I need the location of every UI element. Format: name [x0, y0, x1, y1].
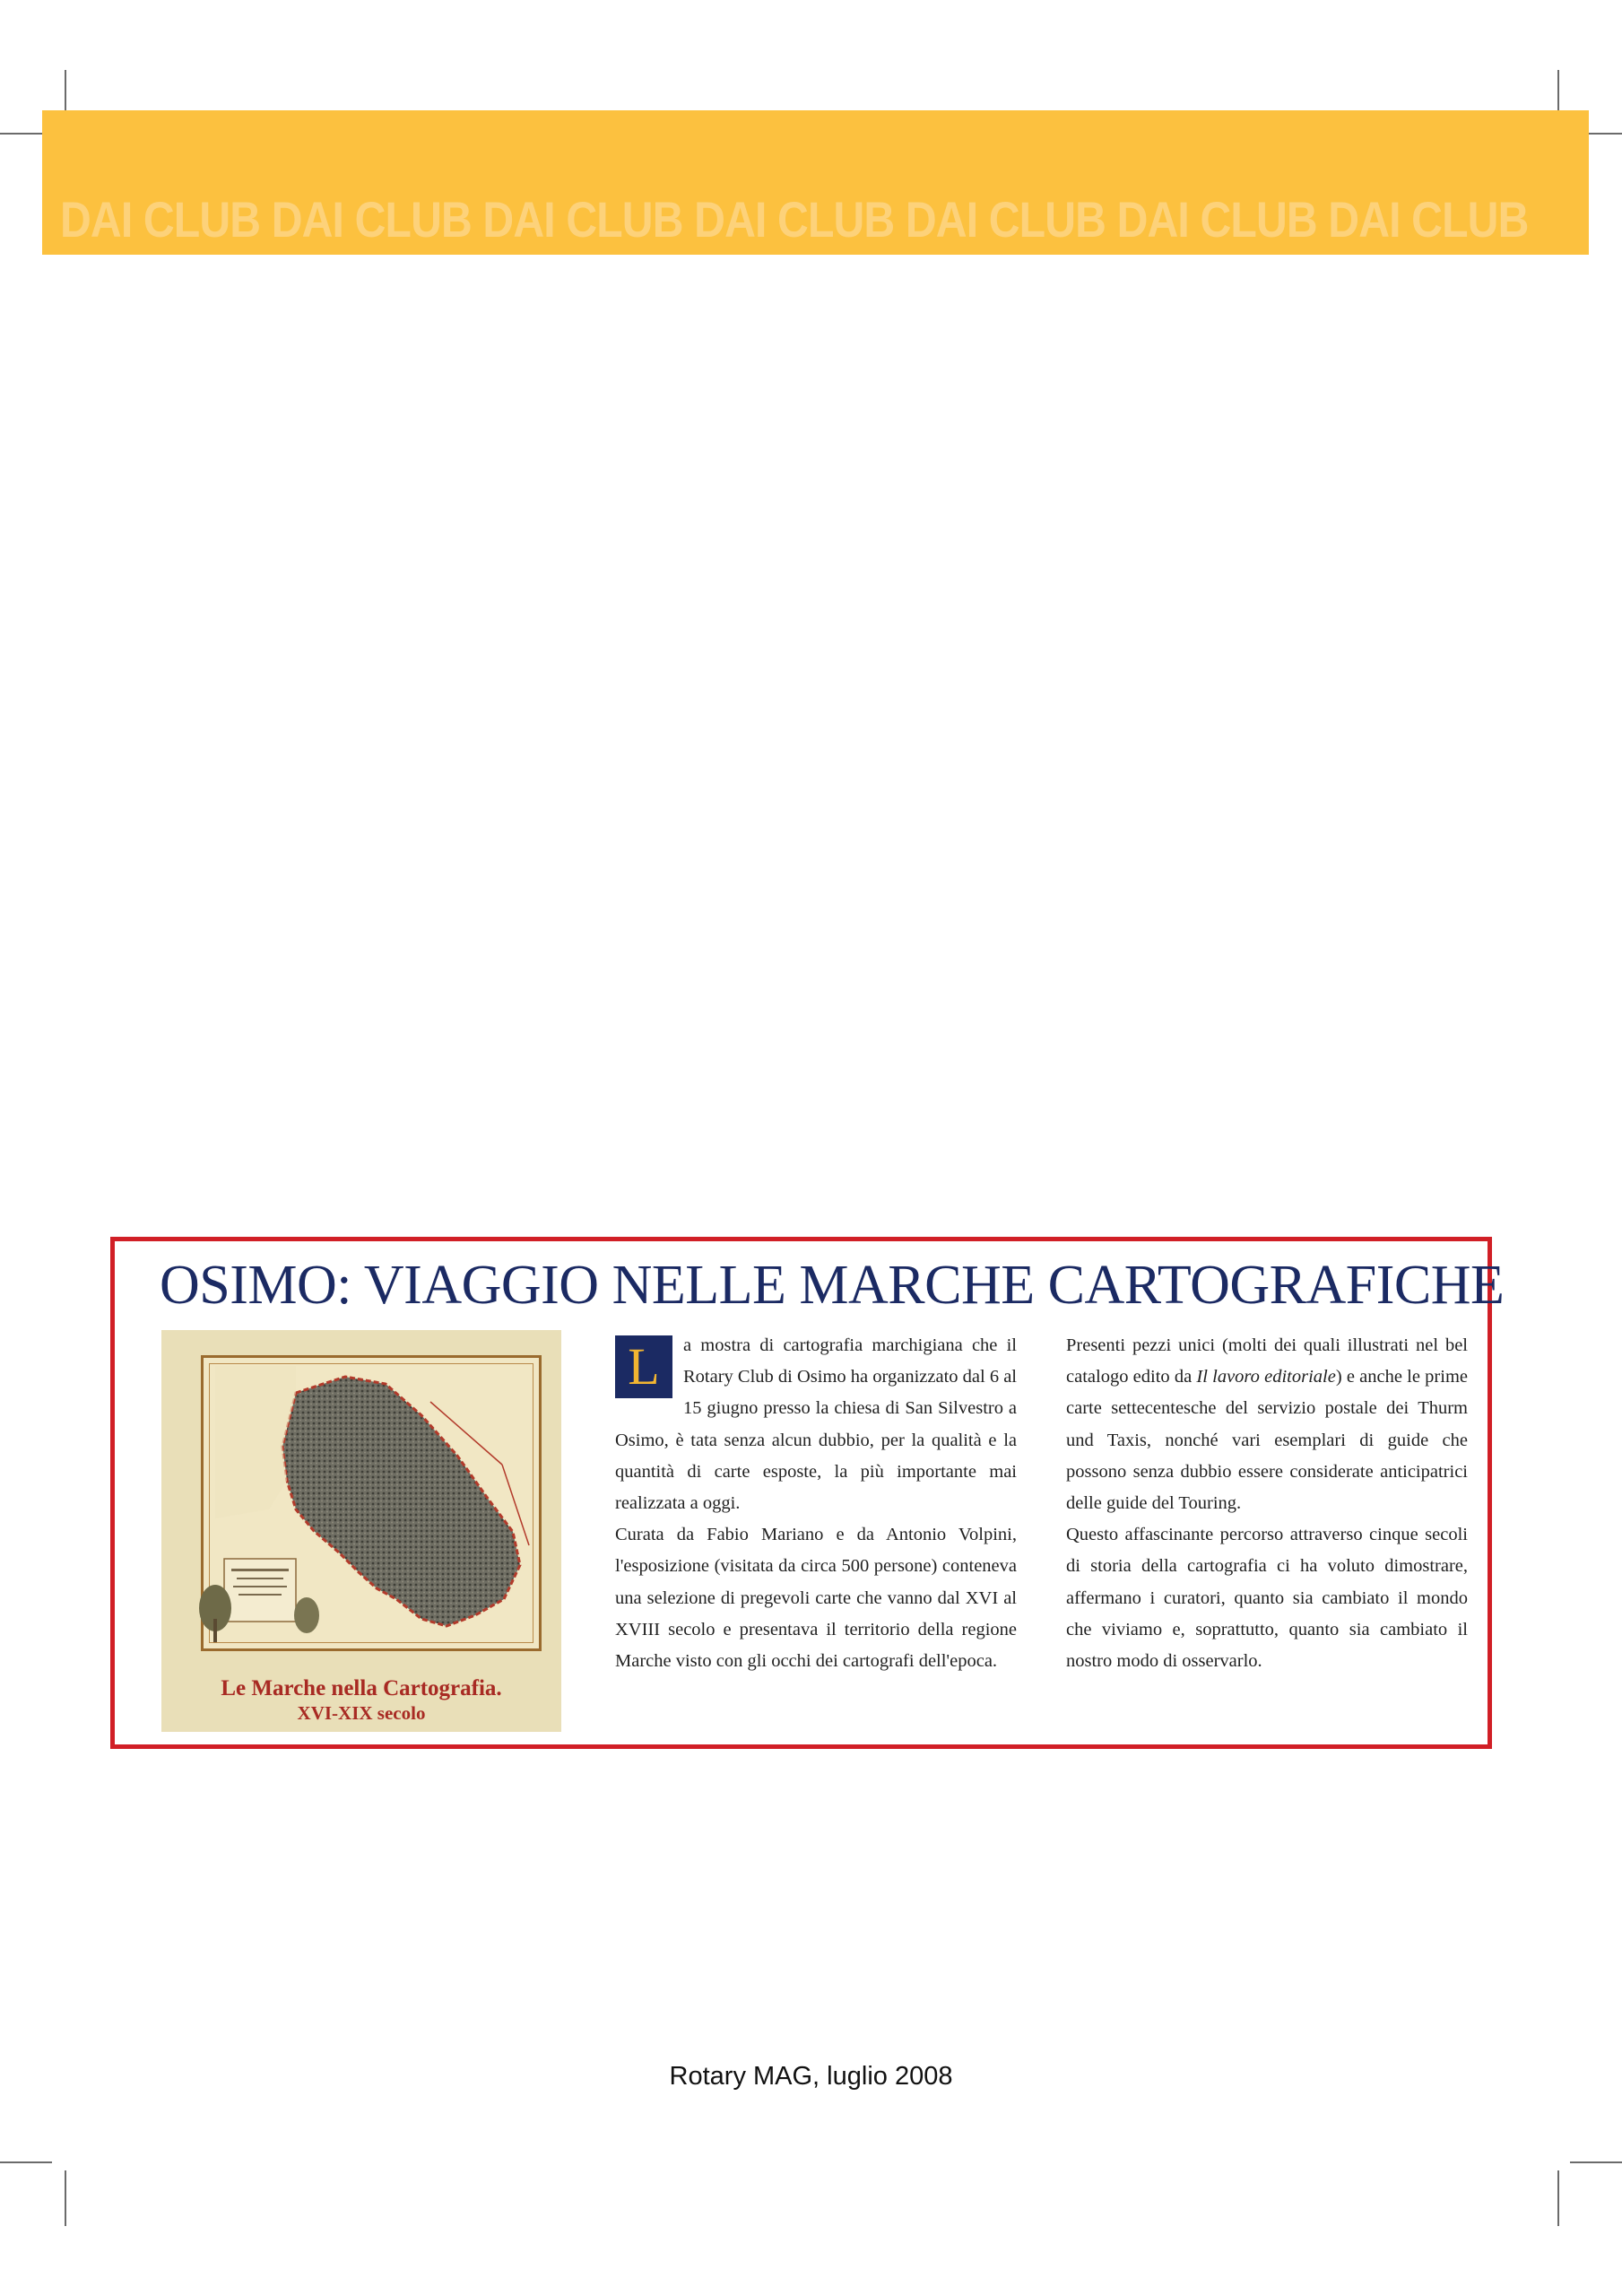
- article-column-1: [615, 1330, 1017, 1677]
- paragraph: [615, 1330, 1017, 1519]
- catalog-subtitle: XVI-XIX secolo: [297, 1702, 426, 1724]
- paragraph-text: a mostra di cartografia marchigiana che il Rotary Club di Osimo ha organizzato dal 6 al 15 giugno presso la chiesa di San Silvestro a Osimo, è tata senza alcun dubbio, per la qualità e la quantità di carte esposte, la più importante mai realizzata a oggi.: [615, 1335, 1017, 1514]
- article-box: [110, 1237, 1505, 1749]
- paragraph: Curata da Fabio Mariano e da Antonio Volpini, l'esposizione (visitata da circa 500 persone) conteneva una selezione di pregevoli carte che vanno dal XVI al XVIII secolo e presentava il territorio della regione Marche visto con gli occhi dei cartografi dell'epoca.: [615, 1525, 1017, 1672]
- article-column-2: [1066, 1330, 1468, 1677]
- publisher-name: Il lavoro editoriale: [1196, 1367, 1336, 1387]
- paragraph: Questo affascinante percorso attraverso cinque secoli di storia della cartografia ci ha voluto dimostrare, affermano i curatori, quanto sia cambiato il mondo che viviamo e, soprattutto, quanto sia cambiato il nostro modo di osservarlo.: [1066, 1525, 1468, 1672]
- map-illustration: [161, 1330, 561, 1732]
- section-header-band: [42, 110, 1589, 255]
- catalog-cover-image: [161, 1330, 561, 1732]
- paragraph-text: ) e anche le prime carte settecentesche del servizio postale dei Thurm und Taxis, nonché vari esemplari di guide che possono senza dubbio essere considerate anticipatrici delle guide del Touring.: [1066, 1367, 1468, 1514]
- page-footer: Rotary MAG, luglio 2008: [669, 2062, 953, 2091]
- catalog-title: Le Marche nella Cartografia.: [221, 1676, 502, 1700]
- section-header-text: DAI CLUB DAI CLUB DAI CLUB DAI CLUB DAI CLUB DAI CLUB DAI CLUB: [60, 191, 1529, 248]
- crop-mark: [1570, 2161, 1622, 2163]
- crop-mark: [0, 2161, 52, 2163]
- paragraph-text: Presenti pezzi unici (molti dei quali illustrati nel bel catalogo edito da: [1066, 1335, 1468, 1387]
- paragraph: [1066, 1330, 1468, 1519]
- crop-mark: [1557, 2170, 1559, 2226]
- article-headline: OSIMO: VIAGGIO NELLE MARCHE CARTOGRAFICHE: [160, 1255, 1505, 1316]
- crop-mark: [65, 2170, 66, 2226]
- dropcap: L: [615, 1335, 672, 1398]
